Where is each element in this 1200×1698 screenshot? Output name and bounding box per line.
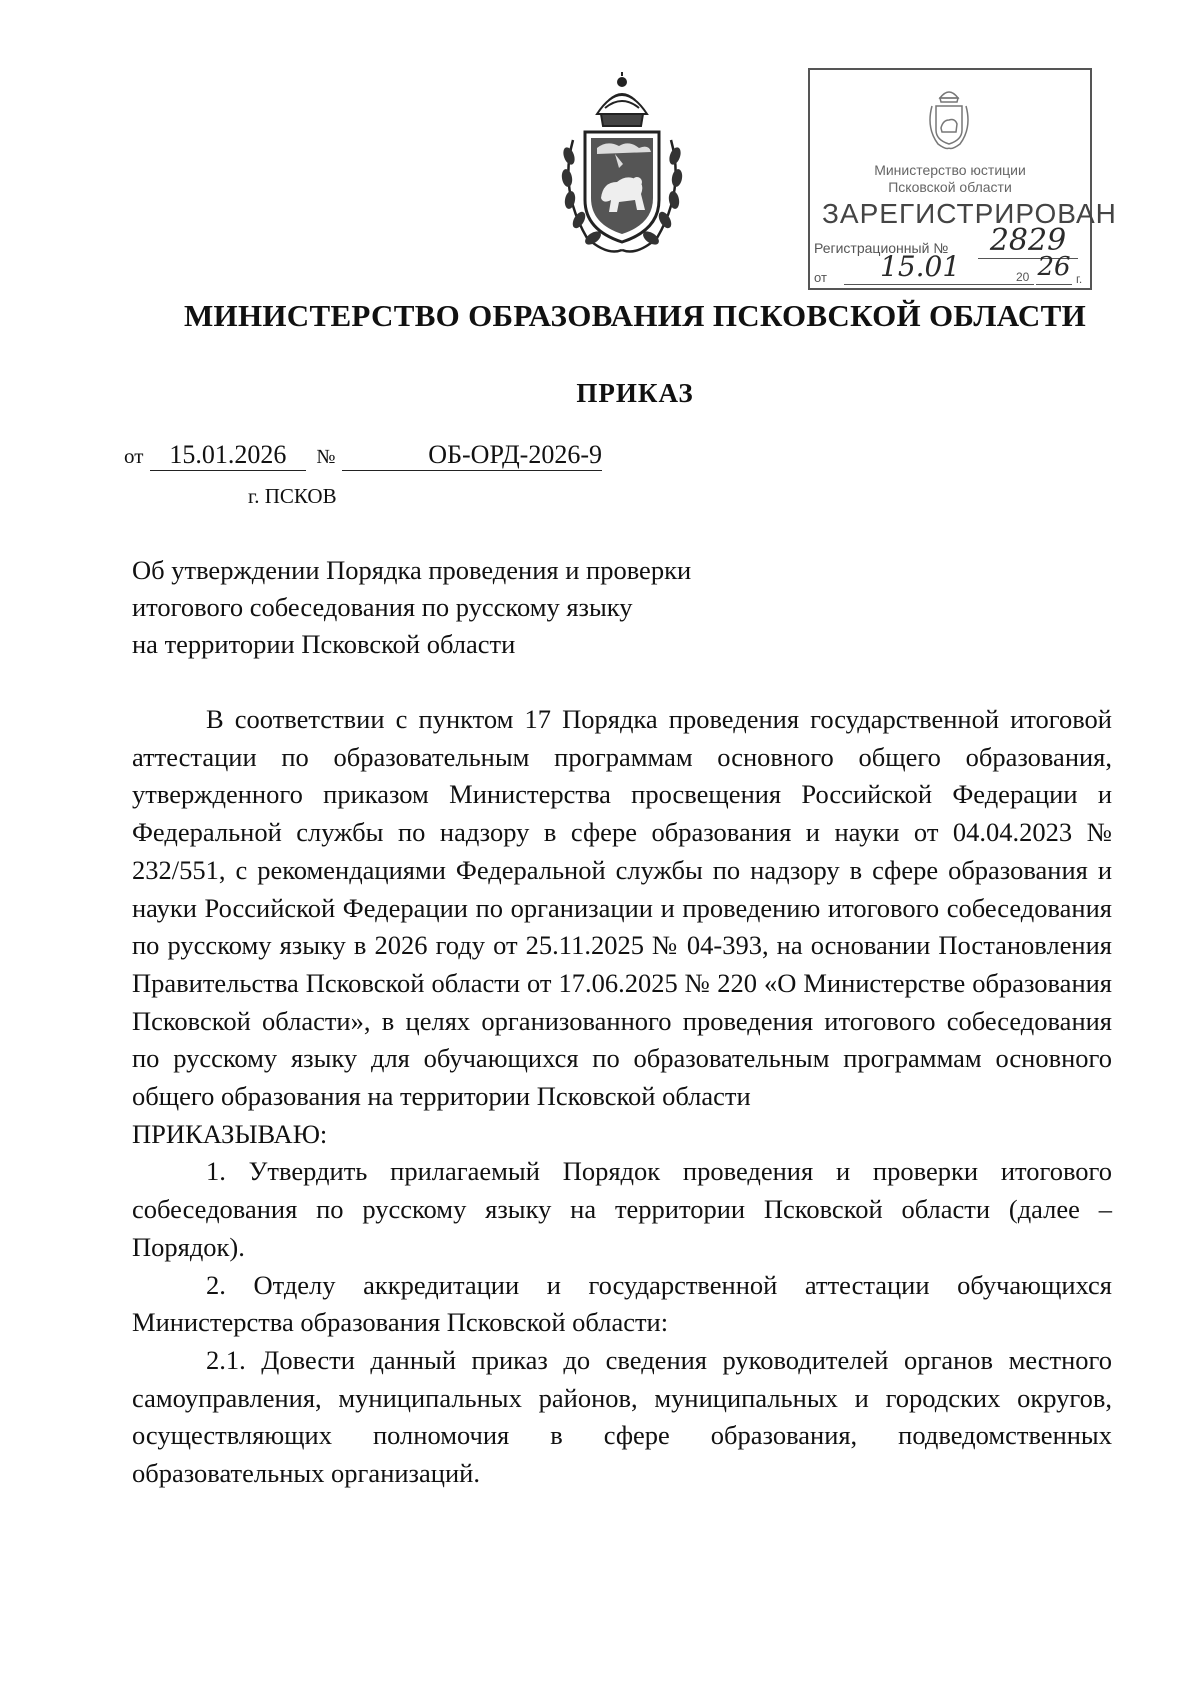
- order-word: ПРИКАЗЫВАЮ:: [132, 1118, 328, 1149]
- stamp-year-value: 26: [1036, 250, 1072, 285]
- stamp-coat-of-arms-icon: [926, 84, 972, 150]
- stamp-ministry: [810, 162, 1090, 196]
- stamp-regno-value: 2829: [978, 224, 1078, 259]
- order-date: 15.01.2026: [150, 440, 306, 471]
- registration-stamp: [808, 68, 1117, 290]
- order-number: ОБ-ОРД-2026-9: [342, 440, 602, 471]
- stamp-year-suffix: г.: [1076, 272, 1083, 286]
- number-label: №: [316, 446, 336, 468]
- stamp-year-prefix: 20: [1016, 270, 1030, 284]
- document-type: ПРИКАЗ: [576, 378, 694, 408]
- order-date-number: [124, 440, 602, 471]
- subject-line-2: итогового собеседования по русскому языку: [132, 592, 633, 622]
- order-subject: [132, 552, 772, 663]
- stamp-ministry-line1: Министерство юстиции: [874, 162, 1026, 178]
- stamp-date-value: 15.01: [844, 250, 1034, 285]
- stamp-date-label: от: [814, 270, 827, 285]
- city: г. ПСКОВ: [248, 484, 337, 508]
- item-2: 2. Отделу аккредитации и государственной аттестации обучающихся Министерства образования Псковской области:: [132, 1269, 1112, 1338]
- item-1: 1. Утвердить прилагаемый Порядок проведения и проверки итогового собеседования по русскому языку на территории Псковской области (далее – Порядок).: [132, 1156, 1112, 1262]
- stamp-regno-label: Регистрационный №: [814, 240, 949, 256]
- subject-line-3: на территории Псковской области: [132, 629, 516, 659]
- stamp-ministry-line2: Псковской области: [888, 179, 1012, 195]
- item-2-1: 2.1. Довести данный приказ до сведения руководителей органов местного самоуправления, муниципальных районов, муниципальных и городских округов, осуществляющих полномочия в сфере образования, подведомственных образовательных организаций.: [132, 1344, 1112, 1489]
- preamble-paragraph: В соответствии с пунктом 17 Порядка проведения государственной итоговой аттестации по образовательным программам основного общего образования, утвержденного приказом Министерства просвещения Российской Федерации и Федеральной службы по надзору в сфере образования и науки от 04.04.2023 № 232/551, с рекомендациями Федеральной службы по надзору в сфере образования и науки Российской Федерации по организации и проведению итогового собеседования по русскому языку в 2026 году от 25.11.2025 № 04-393, на основании Постановления Правительства Псковской области от 17.06.2025 № 220 «О Министерстве образования Псковской области», в целях организованного проведения итогового собеседования по русскому языку для обучающихся по образовательным программам основного общего образования на территории Псковской области: [132, 704, 1112, 1112]
- pskov-coat-of-arms-icon: [557, 70, 687, 260]
- date-prefix: от: [124, 444, 144, 468]
- subject-line-1: Об утверждении Порядка проведения и проверки: [132, 555, 692, 585]
- ministry-title: МИНИСТЕРСТВО ОБРАЗОВАНИЯ ПСКОВСКОЙ ОБЛАСТИ: [183, 298, 1087, 333]
- stamp-registered-text: ЗАРЕГИСТРИРОВАН: [822, 198, 1117, 229]
- order-body: [132, 701, 1112, 1493]
